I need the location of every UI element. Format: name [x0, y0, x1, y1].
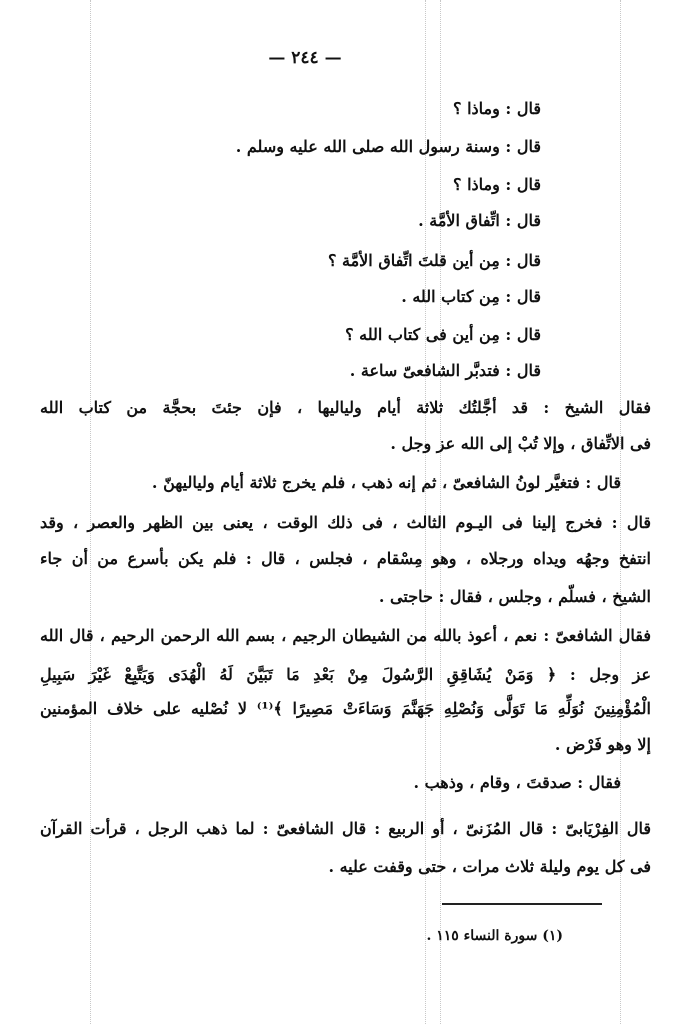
text-line: قال : اتِّفاق الأمَّة . [418, 211, 541, 230]
text-line: فقال : صدقتَ ، وقام ، وذهب . [413, 773, 621, 792]
text-line: فى الاتِّفاق ، وإلا تُبْ إلى الله عز وجل . [390, 434, 651, 453]
text-line: قال : وسنة رسول الله صلى الله عليه وسلم . [235, 137, 541, 156]
text-line: انتفخ وجهُه ويداه ورجلاه ، وهو مِسْقام ، فجلس ، قال : فلم يكن بأسرع من أن جاء [40, 549, 651, 568]
page-number: — ٢٤٤ — [268, 48, 342, 68]
text-line: قال : مِن أين قلتَ اتِّفاق الأمَّة ؟ [327, 251, 541, 270]
text-line: قال : مِن كتاب الله . [401, 287, 541, 306]
text-line: قال : وماذا ؟ [453, 99, 541, 118]
footnote: (١) سورة النساء ١١٥ . [426, 928, 563, 944]
quran-verse-line: الْمُؤْمِنِينَ نُوَلِّهِ مَا تَوَلَّى وَنُصْلِهِ جَهَنَّمَ وَسَاءَتْ مَصِيرًا ﴾⁽¹⁾ لا نُصْليه على خلاف المؤمنين [40, 699, 651, 718]
footnote-divider [442, 903, 602, 905]
quran-verse-line: عز وجل : ﴿ وَمَنْ يُشَاقِقِ الرَّسُولَ مِنْ بَعْدِ مَا تَبَيَّنَ لَهُ الْهُدَى وَيَتَّبِعْ غَيْرَ سَبِيلِ [40, 665, 651, 684]
text-line: قال : مِن أين فى كتاب الله ؟ [345, 325, 541, 344]
text-line: الشيخ ، فسلّم ، وجلس ، فقال : حاجتى . [378, 587, 651, 606]
text-line: فقال الشيخ : قد أجَّلتُك ثلاثة أيام ولياليها ، فإن جئتَ بحجَّة من كتاب الله [40, 398, 651, 417]
text-line: قال : فتغيَّر لونُ الشافعىّ ، ثم إنه ذهب ، فلم يخرج ثلاثة أيام ولياليهنّ . [151, 473, 621, 492]
text-line: قال الفِرْيَابىّ : قال المُزَنىّ ، أو الربيع : قال الشافعىّ : لما ذهب الرجل ، قرأت القرآن [40, 819, 651, 838]
text-line: إلا وهو فَرْض . [554, 735, 651, 754]
text-line: قال : فتدبَّر الشافعىّ ساعة . [349, 361, 541, 380]
text-line: قال : وماذا ؟ [453, 175, 541, 194]
text-line: فقال الشافعىّ : نعم ، أعوذ بالله من الشيطان الرجيم ، بسم الله الرحمن الرحيم ، قال الله [40, 626, 651, 645]
text-line: قال : فخرج إلينا فى اليـوم الثالث ، فى ذلك الوقت ، يعنى بين الظهر والعصر ، وقد [40, 513, 651, 532]
text-line: فى كل يوم وليلة ثلاث مرات ، حتى وقفت عليه . [328, 857, 651, 876]
